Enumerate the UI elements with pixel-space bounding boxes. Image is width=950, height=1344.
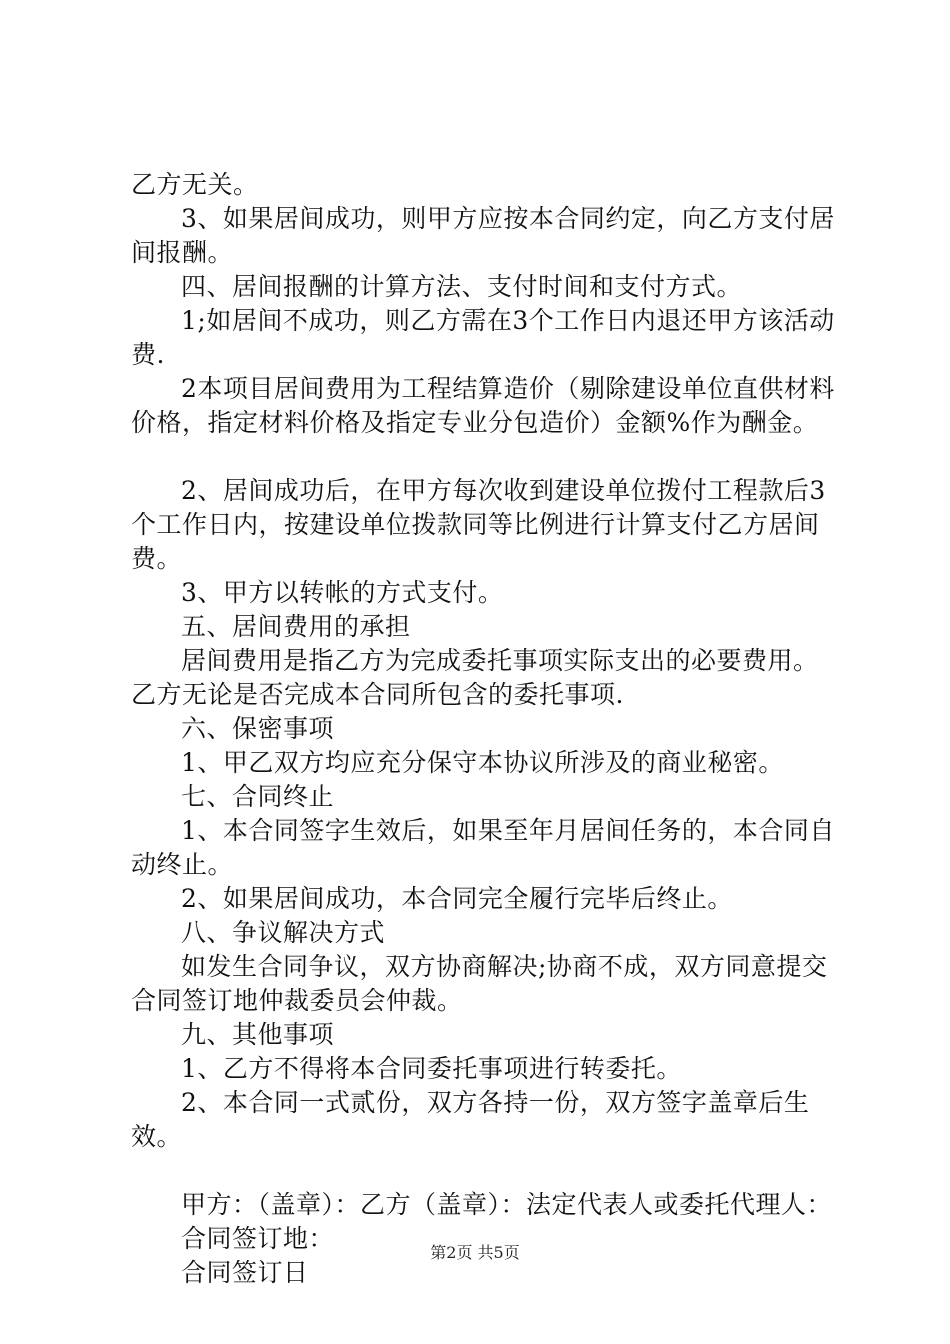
- section-heading: 五、居间费用的承担: [181, 612, 411, 641]
- section-heading: 六、保密事项: [181, 714, 335, 743]
- page-number: 第2页 共5页: [430, 1243, 520, 1262]
- paragraph: 居间费用是指乙方为完成委托事项实际支出的必要费用。乙方无论是否完成本合同所包含的委托事项.: [131, 646, 819, 709]
- paragraph: 3、甲方以转帐的方式支付。: [181, 578, 504, 607]
- section-heading: 八、争议解决方式: [181, 918, 386, 947]
- paragraph: 2本项目居间费用为工程结算造价（剔除建设单位直供材料价格，指定材料价格及指定专业分包造价）金额%作为酬金。: [131, 374, 835, 437]
- paragraph: 2、居间成功后，在甲方每次收到建设单位拨付工程款后3个工作日内，按建设单位拨款同等比例进行计算支付乙方居间费。: [131, 476, 826, 573]
- paragraph: 1、甲乙双方均应充分保守本协议所涉及的商业秘密。: [181, 748, 784, 777]
- paragraph: 1;如居间不成功，则乙方需在3个工作日内退还甲方该活动费.: [131, 306, 835, 369]
- paragraph: 1、乙方不得将本合同委托事项进行转委托。: [181, 1054, 682, 1083]
- section-heading: 四、居间报酬的计算方法、支付时间和支付方式。: [181, 272, 743, 301]
- signing-place: 合同签订地：: [181, 1224, 335, 1253]
- blank-line: [131, 440, 836, 474]
- paragraph: 3、如果居间成功，则甲方应按本合同约定，向乙方支付居间报酬。: [131, 204, 835, 267]
- signing-date: 合同签订日: [181, 1258, 309, 1287]
- paragraph: 2、本合同一式贰份，双方各持一份，双方签字盖章后生效。: [131, 1088, 810, 1151]
- paragraph: 如发生合同争议，双方协商解决;协商不成，双方同意提交合同签订地仲裁委员会仲裁。: [131, 952, 828, 1015]
- section-heading: 九、其他事项: [181, 1020, 335, 1049]
- section-heading: 七、合同终止: [181, 782, 335, 811]
- paragraph: 2、如果居间成功，本合同完全履行完毕后终止。: [181, 884, 733, 913]
- paragraph: 1、本合同签字生效后，如果至年月居间任务的，本合同自动终止。: [131, 816, 835, 879]
- document-body: [131, 168, 836, 1290]
- signature-line: 甲方：（盖章）：乙方（盖章）：法定代表人或委托代理人：: [181, 1190, 833, 1219]
- paragraph: 乙方无关。: [131, 170, 259, 199]
- blank-line: [131, 1154, 836, 1188]
